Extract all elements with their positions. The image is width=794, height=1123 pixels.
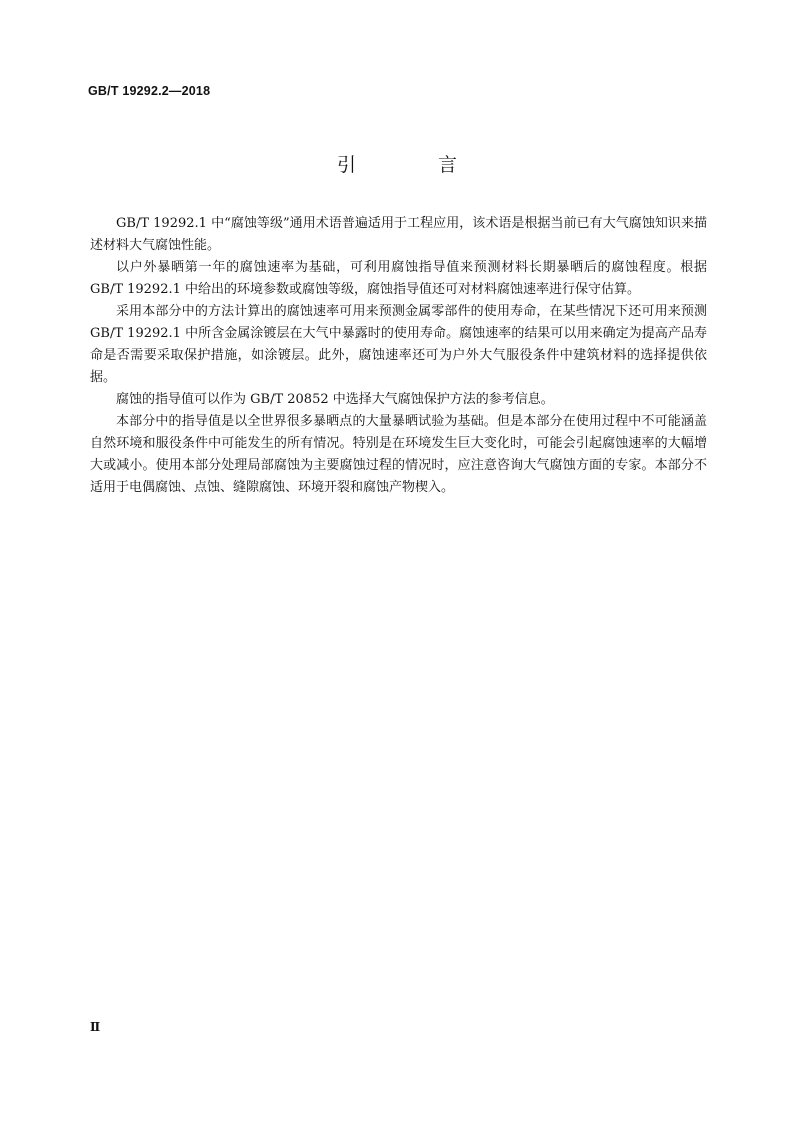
paragraph-2: 以户外暴晒第一年的腐蚀速率为基础，可利用腐蚀指导值来预测材料长期暴晒后的腐蚀程度。根据 GB/T 19292.1 中给出的环境参数或腐蚀等级，腐蚀指导值还可对材料腐蚀速率进行保守估算。	[90, 260, 707, 297]
page-title: 引 言	[336, 154, 496, 176]
paragraph-3: 采用本部分中的方法计算出的腐蚀速率可用来预测金属零部件的使用寿命，在某些情况下还可用来预测 GB/T 19292.1 中所含金属涂镀层在大气中暴露时的使用寿命。腐蚀速率的结果可以用来确定为提高产品寿命是否需要采取保护措施，如涂镀层。此外，腐蚀速率还可为户外大气服役条件中建筑材料的选择提供依据。	[90, 304, 707, 385]
paragraph-5: 本部分中的指导值是以全世界很多暴晒点的大量暴晒试验为基础。但是本部分在使用过程中不可能涵盖自然环境和服役条件中可能发生的所有情况。特别是在环境发生巨大变化时，可能会引起腐蚀速率的大幅增大或减小。使用本部分处理局部腐蚀为主要腐蚀过程的情况时，应注意咨询大气腐蚀方面的专家。本部分不适用于电偶腐蚀、点蚀、缝隙腐蚀、环境开裂和腐蚀产物楔入。	[90, 414, 707, 495]
document-body	[90, 213, 707, 499]
paragraph-1: GB/T 19292.1 中“腐蚀等级”通用术语普遍适用于工程应用，该术语是根据当前已有大气腐蚀知识来描述材料大气腐蚀性能。	[90, 216, 707, 253]
page-number: Ⅱ	[90, 1020, 101, 1034]
paragraph-4: 腐蚀的指导值可以作为 GB/T 20852 中选择大气腐蚀保护方法的参考信息。	[116, 392, 554, 407]
standard-code-header: GB/T 19292.2—2018	[88, 84, 211, 98]
